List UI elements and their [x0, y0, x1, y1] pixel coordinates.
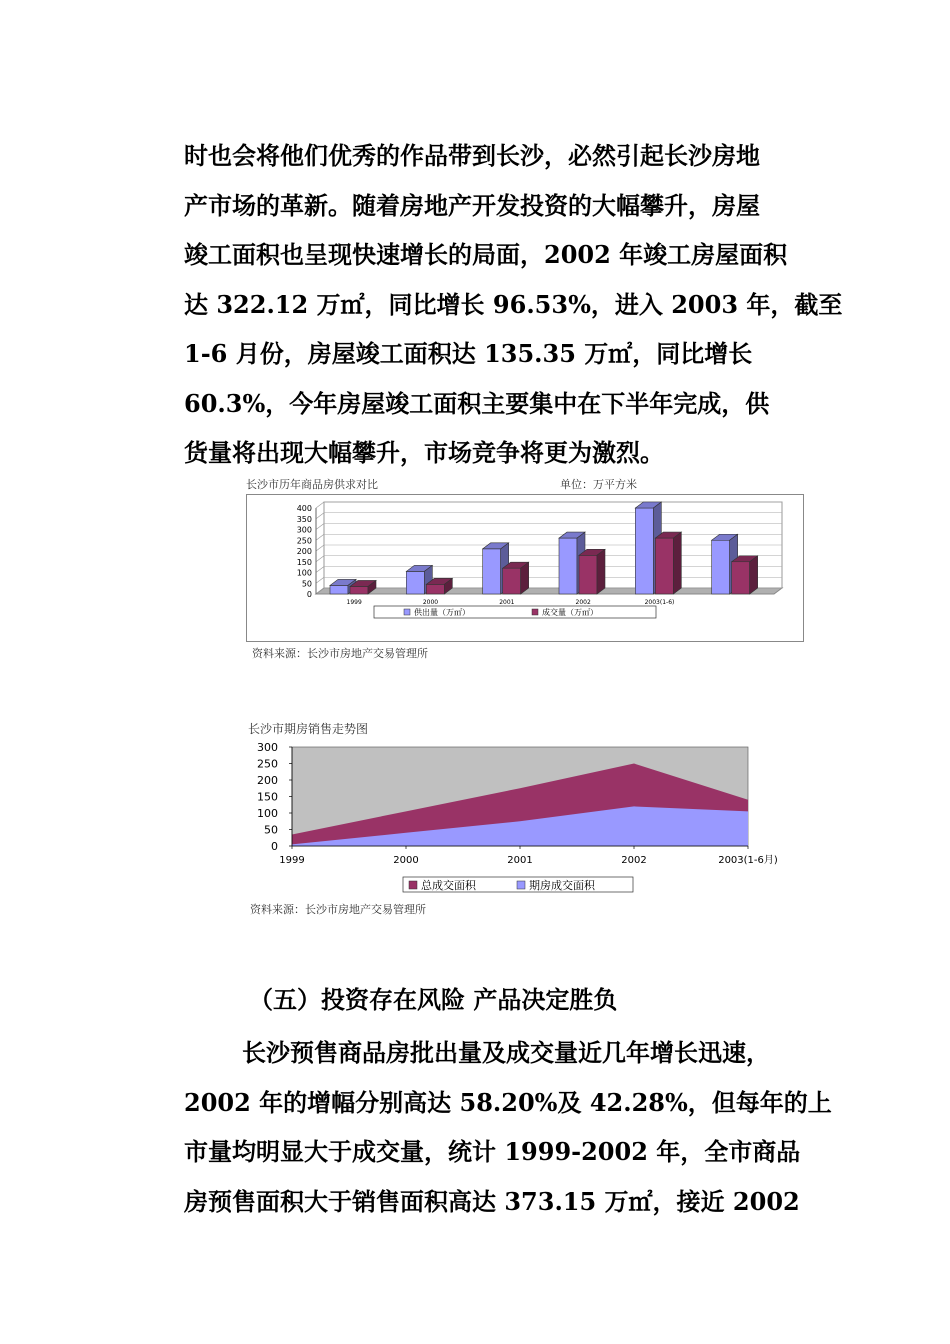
chart1-gridline-side [316, 567, 324, 573]
chart1-legend-swatch [532, 609, 538, 615]
chart1-bar [426, 584, 444, 594]
chart1-xtick-label: 2000 [422, 599, 439, 606]
chart1-bar-side [750, 556, 758, 594]
chart2-xtick-label: 2002 [621, 855, 647, 866]
chart1-svg [246, 494, 804, 642]
chart2-svg [246, 736, 806, 898]
text-line: 达 322.12 万㎡，同比增长 96.53%，进入 2003 年，截至 [184, 289, 843, 319]
text-line: 竣工面积也呈现快速增长的局面，2002 年竣工房屋面积 [184, 240, 788, 269]
text-line: 长沙预售商品房批出量及成交量近几年增长迅速， [242, 1038, 770, 1067]
chart1-bar [712, 540, 730, 594]
chart2-xtick-label: 2000 [393, 855, 419, 866]
chart2-title: 长沙市期房销售走势图 [248, 722, 369, 736]
text-line: 时也会将他们优秀的作品带到长沙，必然引起长沙房地 [184, 141, 760, 170]
chart1-ytick-label: 250 [296, 536, 312, 546]
text-line: 产市场的革新。随着房地产开发投资的大幅攀升，房屋 [184, 190, 760, 220]
chart1-bar [483, 549, 501, 594]
chart1-bar [559, 538, 577, 594]
chart1-bar [503, 568, 521, 594]
chart1-ytick-label: 50 [301, 579, 312, 589]
text-line: 房预售面积大于销售面积高达 373.15 万㎡，接近 2002 [184, 1186, 800, 1216]
chart1-ytick-label: 350 [296, 514, 312, 524]
chart1-gridline-side [316, 524, 324, 530]
chart1-gridline-side [316, 502, 324, 508]
chart2-legend-swatch [517, 881, 525, 889]
chart2-xtick-label: 2001 [507, 855, 533, 866]
chart2-ytick-label: 300 [257, 741, 278, 754]
chart1-gridline-side [316, 545, 324, 551]
chart2-xtick-label: 1999 [279, 855, 305, 866]
chart1-bar [655, 538, 673, 594]
chart1-bar [330, 585, 348, 594]
chart1-ytick-label: 150 [296, 557, 312, 567]
chart1-bar-side [673, 532, 681, 594]
chart1-bar [635, 508, 653, 594]
chart1-bar [579, 555, 597, 594]
text-line: 2002 年的增幅分别高达 58.20%及 42.28%，但每年的上 [184, 1087, 832, 1117]
text-line: 60.3%，今年房屋竣工面积主要集中在下半年完成，供 [184, 388, 770, 418]
chart1-unit: 单位：万平方米 [560, 478, 637, 491]
chart1-xtick-label: 2002 [575, 599, 591, 606]
chart1-bar-side [597, 549, 605, 594]
section-heading: （五）投资存在风险 产品决定胜负 [249, 985, 618, 1014]
text-line: 市量均明显大于成交量，统计 1999-2002 年，全市商品 [184, 1137, 801, 1166]
chart1-legend-swatch [404, 609, 410, 615]
chart1-bar-side [521, 562, 529, 594]
chart1-title: 长沙市历年商品房供求对比 [246, 478, 378, 491]
chart1-ytick-label: 200 [296, 547, 312, 556]
chart2-ytick-label: 250 [257, 757, 278, 771]
body-paragraph-2 [184, 1028, 832, 1226]
chart1-xtick-label: 2001 [499, 599, 515, 606]
chart1-legend-label: 供出量（万㎡） [414, 608, 470, 617]
chart2-ytick-label: 200 [257, 774, 278, 787]
chart2-ytick-label: 0 [271, 840, 278, 853]
chart1-bar [350, 586, 368, 594]
chart1-gridline-side [316, 556, 324, 562]
chart1-bar [406, 571, 424, 594]
chart1-gridline-side [316, 513, 324, 519]
chart1-bar [732, 562, 750, 594]
chart2-source: 资料来源：长沙市房地产交易管理所 [250, 903, 426, 916]
chart2-legend-swatch [409, 881, 417, 889]
chart1-ytick-label: 300 [296, 525, 312, 535]
chart2-ytick-label: 100 [257, 807, 278, 820]
chart1-source: 资料来源：长沙市房地产交易管理所 [252, 647, 428, 660]
chart2-xtick-label: 2003(1-6月) [718, 855, 778, 866]
text-line: 货量将出现大幅攀升，市场竞争将更为激烈。 [184, 438, 664, 467]
chart2-legend-label: 期房成交面积 [529, 879, 595, 892]
chart1-xtick-label: 2003(1-6) [644, 599, 675, 606]
chart1-ytick-label: 400 [296, 504, 312, 513]
chart1-xtick-label: 1999 [346, 599, 362, 606]
body-paragraph-1 [184, 131, 843, 478]
chart1-gridline-side [316, 577, 324, 583]
chart1-ytick-label: 0 [306, 590, 312, 599]
chart1-ytick-label: 100 [296, 568, 312, 578]
chart2-ytick-label: 50 [264, 823, 278, 837]
text-line: 1-6 月份，房屋竣工面积达 135.35 万㎡，同比增长 [184, 339, 753, 368]
chart2-ytick-label: 150 [257, 790, 278, 804]
chart1-gridline-side [316, 534, 324, 540]
chart2-legend-label: 总成交面积 [421, 879, 476, 892]
chart1-legend-label: 成交量（万㎡） [542, 608, 598, 617]
